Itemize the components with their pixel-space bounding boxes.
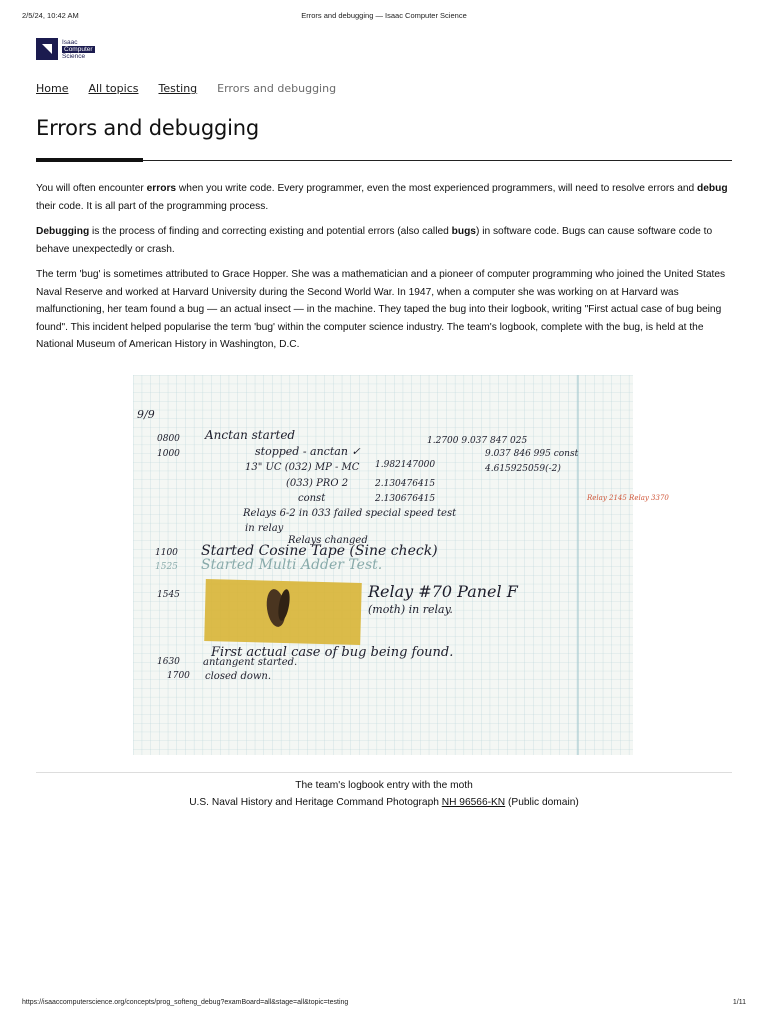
p1-text-3: their code. It is all part of the programming process. — [36, 200, 269, 212]
log-text-10: Started Multi Adder Test. — [201, 557, 383, 573]
log-text-11: Relay #70 Panel F — [368, 582, 518, 601]
logo-wordmark — [62, 39, 95, 60]
log-number-2: 9.037 846 995 const — [485, 449, 579, 459]
figure-caption: The team's logbook entry with the moth — [295, 780, 473, 791]
log-text-8: Relays changed — [288, 535, 368, 546]
log-date: 9/9 — [137, 408, 155, 421]
print-footer — [22, 999, 746, 1011]
log-text-5: const — [298, 493, 326, 504]
log-number-3: 1.982147000 — [375, 460, 436, 470]
log-time-14: 1630 — [157, 657, 180, 667]
log-number-5: 2.130476415 — [375, 479, 436, 489]
log-text-4: (033) PRO 2 — [286, 478, 349, 489]
print-datetime: 2/5/24, 10:42 AM — [22, 11, 79, 20]
log-text-14: antangent started. — [203, 657, 298, 668]
breadcrumb — [36, 82, 336, 95]
p1-text-2: when you write code. Every programmer, even the most experienced programmers, will need to resolve errors and — [176, 183, 698, 194]
caption-divider — [36, 772, 732, 773]
log-number-6: 2.130676415 — [375, 494, 436, 504]
p2-text-2: ) in software code. Bugs can cause software code to behave unexpectedly or crash. — [36, 226, 713, 255]
paragraph-1 — [36, 180, 732, 215]
credit-suffix: (Public domain) — [505, 797, 579, 808]
log-text-15: closed down. — [205, 671, 272, 682]
log-text-3: 13" UC (032) MP - MC — [245, 462, 360, 473]
p2-bold-debugging: Debugging — [36, 226, 90, 237]
p2-text-1: is the process of finding and correcting existing and potential errors (also called — [89, 226, 452, 237]
figure-credit — [36, 797, 732, 808]
log-margin-note: Relay 2145 Relay 3370 — [587, 494, 669, 502]
page-title: Errors and debugging — [36, 116, 260, 140]
log-time-1: 0800 — [157, 434, 180, 444]
print-header — [22, 11, 746, 23]
log-text-13: First actual case of bug being found. — [211, 645, 454, 660]
print-page-count: 1/11 — [732, 999, 746, 1006]
log-time-11: 1545 — [157, 590, 180, 600]
log-text-7: in relay — [245, 523, 284, 534]
credit-prefix: U.S. Naval History and Heritage Command Photograph — [189, 797, 442, 808]
breadcrumb-all-topics[interactable]: All topics — [88, 82, 139, 95]
log-text-12: (moth) in relay. — [368, 603, 453, 616]
p1-text-1: You will often encounter — [36, 183, 147, 194]
logo-line-2: Computer — [64, 45, 93, 53]
log-number-1: 1.2700 9.037 847 025 — [427, 436, 528, 446]
title-accent-bar — [36, 158, 143, 162]
logbook-photo — [133, 375, 669, 755]
credit-photo-link[interactable]: NH 96566-KN — [441, 797, 506, 808]
log-time-9: 1100 — [155, 548, 178, 558]
log-text-1: Anctan started — [205, 428, 296, 442]
site-logo[interactable] — [36, 37, 95, 61]
breadcrumb-home[interactable]: Home — [36, 82, 69, 95]
p2-bold-bugs: bugs — [451, 226, 476, 237]
log-time-2: 1000 — [157, 449, 180, 459]
log-text-2: stopped - anctan ✓ — [255, 445, 361, 458]
paragraph-3: The term 'bug' is sometimes attributed to Grace Hopper. She was a mathematician and a pioneer of computer programming who joined the United States Naval Reserve and worked at Harvard University during the Second World War. In 1947, when a computer she was working on at Harvard was malfunctioning, her team found a bug — an actual insect — in the machine. They taped the bug into their logbook, writing "First actual case of bug being found". This incident helped popularise the term 'bug' within the computer science industry. The team's logbook, complete with the bug, is held at the National Museum of American History in Washington, D.C. — [36, 269, 726, 350]
print-url: https://isaaccomputerscience.org/concepts/prog_softeng_debug?examBoard=all&stage=all&topic=testing — [22, 999, 349, 1006]
breadcrumb-current: Errors and debugging — [217, 82, 337, 95]
log-time-10: 1525 — [155, 562, 178, 572]
log-text-6: Relays 6-2 in 033 failed special speed test — [243, 508, 457, 519]
logo-line-1: Isaac — [62, 38, 78, 46]
log-number-4: 4.615925059(-2) — [485, 464, 561, 474]
paragraph-2 — [36, 223, 732, 258]
log-text-9: Started Cosine Tape (Sine check) — [201, 543, 438, 559]
logo-line-3: Science — [62, 52, 86, 60]
print-page-title: Errors and debugging — Isaac Computer Science — [301, 11, 467, 20]
breadcrumb-testing[interactable]: Testing — [158, 82, 198, 95]
p1-bold-debug: debug — [697, 183, 728, 194]
p1-bold-errors: errors — [146, 183, 177, 194]
article-body — [36, 180, 732, 362]
log-time-15: 1700 — [167, 671, 190, 681]
isaac-logo-icon — [36, 38, 58, 60]
